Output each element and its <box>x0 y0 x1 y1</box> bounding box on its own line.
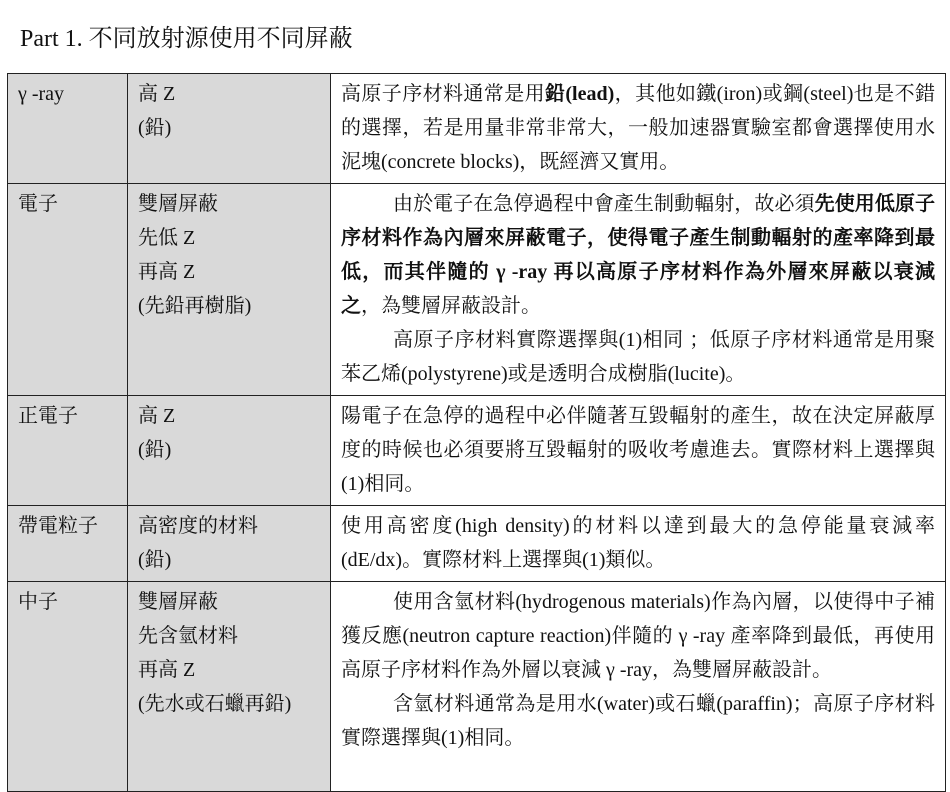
material-line: (先鉛再樹脂) <box>138 295 252 317</box>
material-line: 先含氫材料 <box>138 625 238 647</box>
description-cell <box>331 582 946 792</box>
table-row <box>8 184 946 396</box>
desc-bold: 鉛(lead) <box>545 83 615 105</box>
source-cell: γ -ray <box>8 74 128 184</box>
material-line: 高 Z <box>138 83 176 105</box>
material-line: 高密度的材料 <box>138 515 258 537</box>
source-cell: 電子 <box>8 184 128 396</box>
desc-paragraph: 高原子序材料實際選擇與(1)相同 ；低原子序材料通常是用聚苯乙烯(polystyrene)或是透明合成樹脂(lucite)。 <box>341 329 935 385</box>
material-line: 再高 Z <box>138 659 196 681</box>
material-line: (鉛) <box>138 549 172 571</box>
table-row <box>8 582 946 792</box>
source-cell: 中子 <box>8 582 128 792</box>
desc-text: 由於電子在急停過程中會產生制動輻射，故必須 <box>393 193 815 215</box>
material-line: 雙層屏蔽 <box>138 193 218 215</box>
material-cell <box>128 184 331 396</box>
material-line: (先水或石蠟再鉛) <box>138 693 292 715</box>
desc-text: ，其他如鐵(iron)或鋼(steel)也是不錯的選擇，若是用量非常非常大，一般加速器實驗室都會選擇使用水泥塊(concrete blocks)，既經濟又實用。 <box>341 83 935 173</box>
material-cell <box>128 582 331 792</box>
material-cell <box>128 74 331 184</box>
material-line: 再高 Z <box>138 261 196 283</box>
material-cell <box>128 506 331 582</box>
source-cell: 帶電粒子 <box>8 506 128 582</box>
desc-paragraph: 含氫材料通常為是用水(water)或石蠟(paraffin)；高原子序材料實際選擇與(1)相同。 <box>341 693 935 749</box>
source-cell: 正電子 <box>8 396 128 506</box>
table-row <box>8 506 946 582</box>
description-cell <box>331 74 946 184</box>
table-row <box>8 74 946 184</box>
desc-paragraph: 使用含氫材料(hydrogenous materials)作為內層，以使得中子補獲反應(neutron capture reaction)伴隨的 γ -ray 產率降到最低，再使用高原子序材料作為外層以衰減 γ -ray，為雙層屏蔽設計。 <box>341 591 935 681</box>
desc-text: 高原子序材料通常是用 <box>341 83 545 105</box>
material-line: 先低 Z <box>138 227 196 249</box>
material-line: (鉛) <box>138 117 172 139</box>
desc-bold: 先使用低原子序材料作為內層來屏蔽電子，使得電子產生制動輻射的產率降到最低，而其伴隨的 γ -ray 再以高原子序材料作為外層來屏蔽以衰減之 <box>341 193 936 317</box>
material-line: (鉛) <box>138 439 172 461</box>
table-row <box>8 396 946 506</box>
material-line: 雙層屏蔽 <box>138 591 218 613</box>
description-cell: 陽電子在急停的過程中必伴隨著互毀輻射的產生，故在決定屏蔽厚度的時候也必須要將互毀輻射的吸收考慮進去。實際材料上選擇與(1)相同。 <box>331 396 946 506</box>
desc-paragraph <box>341 187 935 323</box>
shielding-table <box>7 73 946 792</box>
desc-text: ，為雙層屏蔽設計。 <box>361 295 541 317</box>
section-title: Part 1. 不同放射源使用不同屏蔽 <box>20 26 353 52</box>
description-cell: 使用高密度(high density)的材料以達到最大的急停能量衰減率(dE/dx)。實際材料上選擇與(1)類似。 <box>331 506 946 582</box>
material-line: 高 Z <box>138 405 176 427</box>
material-cell <box>128 396 331 506</box>
description-cell <box>331 184 946 396</box>
